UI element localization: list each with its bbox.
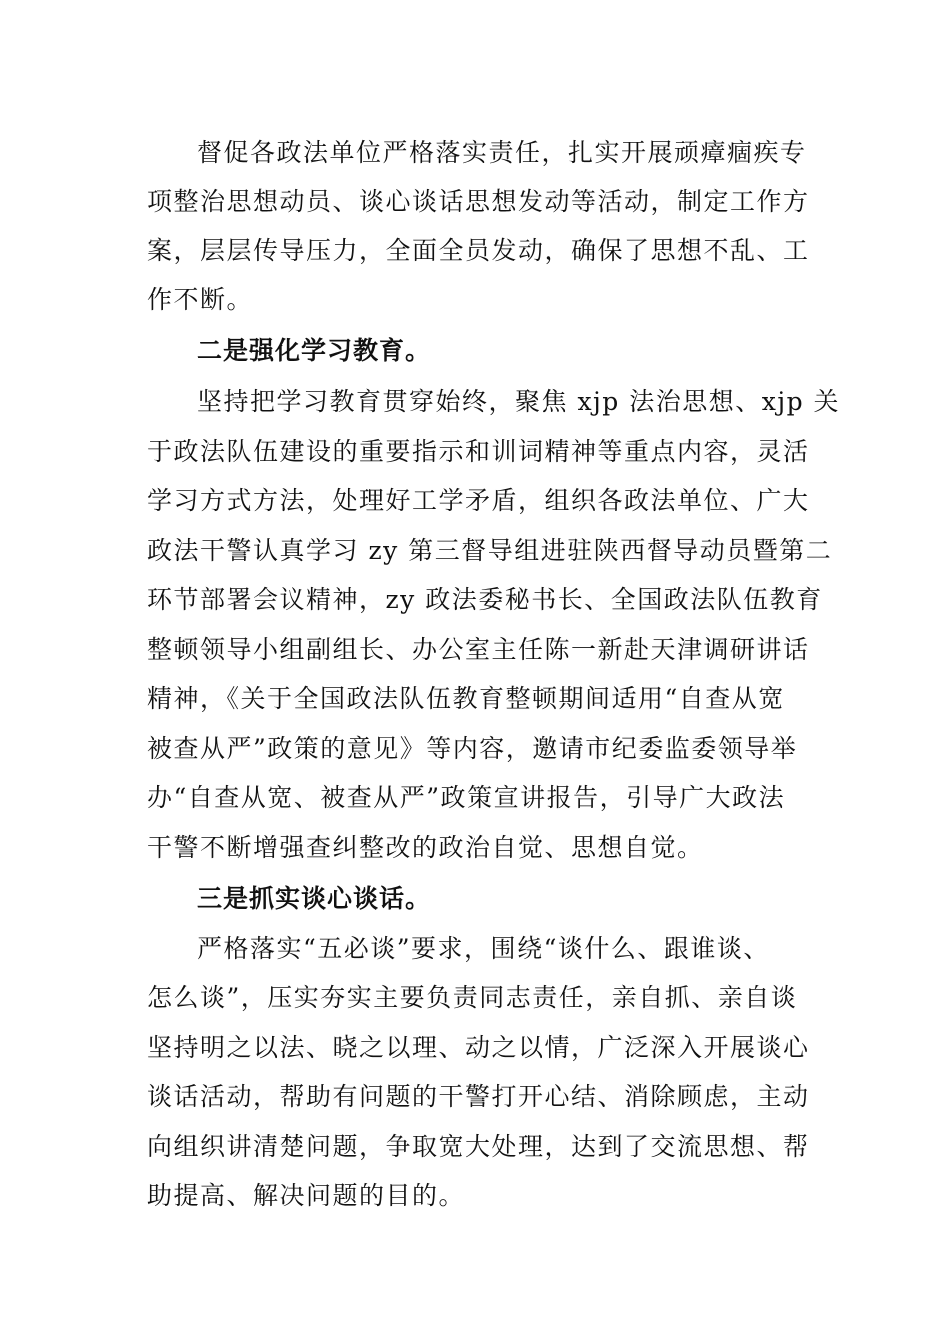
paragraph-1-line-2: 项整治思想动员、谈心谈话思想发动等活动，制定工作方 <box>147 187 810 216</box>
paragraph-2-line-9: 办“自查从宽、被查从严”政策宣讲报告，引导广大政法 <box>147 783 786 812</box>
paragraph-3-line-1: 严格落实“五必谈”要求，围绕“谈什么、跟谁谈、 <box>197 934 770 963</box>
paragraph-3-line-2: 怎么谈”，压实夯实主要负责同志责任，亲自抓、亲自谈 <box>147 983 798 1012</box>
paragraph-2-line-10: 干警不断增强查纠整改的政治自觉、思想自觉。 <box>147 833 704 862</box>
paragraph-3-line-6: 助提高、解决问题的目的。 <box>147 1181 466 1210</box>
paragraph-2-line-5: 环节部署会议精神，zy 政法委秘书长、全国政法队伍教育 <box>147 585 823 614</box>
paragraph-2-line-8: 被查从严”政策的意见》等内容，邀请市纪委监委领导举 <box>147 734 798 763</box>
section-heading-study-education: 二是强化学习教育。 <box>197 336 432 365</box>
paragraph-3-line-3: 坚持明之以法、晓之以理、动之以情，广泛深入开展谈心 <box>147 1033 810 1062</box>
paragraph-2-line-7: 精神，《关于全国政法队伍教育整顿期间适用“自查从宽 <box>147 684 785 713</box>
paragraph-1-line-4: 作不断。 <box>147 285 254 314</box>
paragraph-2-line-3: 学习方式方法，处理好工学矛盾，组织各政法单位、广大 <box>147 486 810 515</box>
paragraph-2-line-2: 于政法队伍建设的重要指示和训词精神等重点内容，灵活 <box>147 437 810 466</box>
paragraph-1-line-1: 督促各政法单位严格落实责任，扎实开展顽瘴痼疾专 <box>197 138 807 167</box>
paragraph-1-line-3: 案，层层传导压力，全面全员发动，确保了思想不乱、工 <box>147 236 810 265</box>
paragraph-2-line-6: 整顿领导小组副组长、办公室主任陈一新赴天津调研讲话 <box>147 635 810 664</box>
paragraph-2-line-1: 坚持把学习教育贯穿始终，聚焦 xjp 法治思想、xjp 关 <box>197 387 841 416</box>
paragraph-2-line-4: 政法干警认真学习 zy 第三督导组进驻陕西督导动员暨第二 <box>147 536 833 565</box>
paragraph-3-line-4: 谈话活动，帮助有问题的干警打开心结、消除顾虑，主动 <box>147 1082 810 1111</box>
paragraph-3-line-5: 向组织讲清楚问题，争取宽大处理，达到了交流思想、帮 <box>147 1132 810 1161</box>
section-heading-heart-to-heart-talks: 三是抓实谈心谈话。 <box>197 884 432 913</box>
